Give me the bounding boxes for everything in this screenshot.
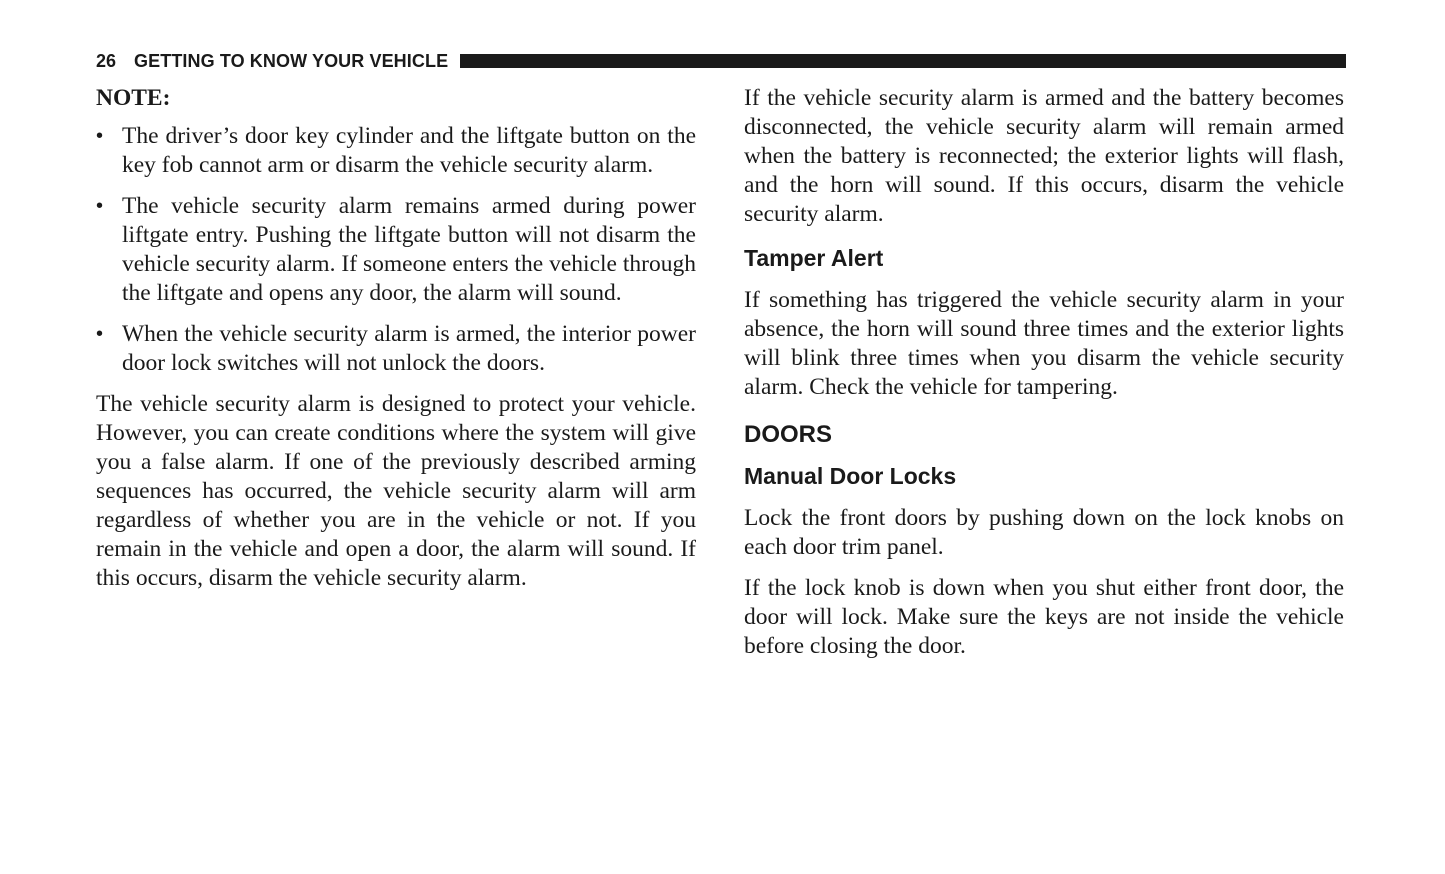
note-text: When the vehicle security alarm is armed, the interior power door lock switches will not unlock the doors. [122,321,696,376]
note-label: NOTE: [96,85,171,111]
battery-paragraph: If the vehicle security alarm is armed and the battery becomes disconnected, the vehicle security alarm will remain armed when the battery is reconnected; the exterior lights will flash, and the horn will sound. If this occurs, disarm the vehicle security alarm. [744,85,1344,227]
lock-knob-paragraph: If the lock knob is down when you shut either front door, the door will lock. Make sure the keys are not inside the vehicle before closing the door. [744,575,1344,659]
page-number: 26 [96,50,117,71]
manual-door-locks-heading: Manual Door Locks [744,463,957,489]
note-text: The driver’s door key cylinder and the liftgate button on the key fob cannot arm or disarm the vehicle security alarm. [122,123,696,178]
note-item [96,192,696,308]
note-list [96,122,696,378]
tamper-alert-paragraph: If something has triggered the vehicle security alarm in your absence, the horn will sound three times and the exterior lights will blink three times when you disarm the vehicle security alarm. Check the vehicle for tampering. [744,287,1344,400]
false-alarm-paragraph: The vehicle security alarm is designed to protect your vehicle. However, you can create conditions where the system will give you a false alarm. If one of the previously described arming sequences has occurred, the vehicle security alarm will arm regardless of whether you are in the vehicle or not. If you remain in the vehicle and open a door, the alarm will sound. If this occurs, disarm the vehicle security alarm. [96,391,696,591]
page-header [96,50,1346,72]
right-column [744,84,1344,673]
manual-locks-paragraph: Lock the front doors by pushing down on the lock knobs on each door trim panel. [744,505,1344,560]
note-text: The vehicle security alarm remains armed during power liftgate entry. Pushing the liftgate button will not disarm the vehicle security alarm. If someone enters the vehicle through the liftgate and opens any door, the alarm will sound. [122,193,696,306]
bullet-icon: • [96,125,104,147]
header-rule-bar [460,54,1346,68]
tamper-alert-heading: Tamper Alert [744,245,884,271]
note-item [96,320,696,378]
section-title: GETTING TO KNOW YOUR VEHICLE [134,50,449,71]
left-column [96,84,696,605]
bullet-icon: • [96,323,104,345]
note-item [96,122,696,180]
doors-heading: DOORS [744,421,833,448]
bullet-icon: • [96,195,104,217]
